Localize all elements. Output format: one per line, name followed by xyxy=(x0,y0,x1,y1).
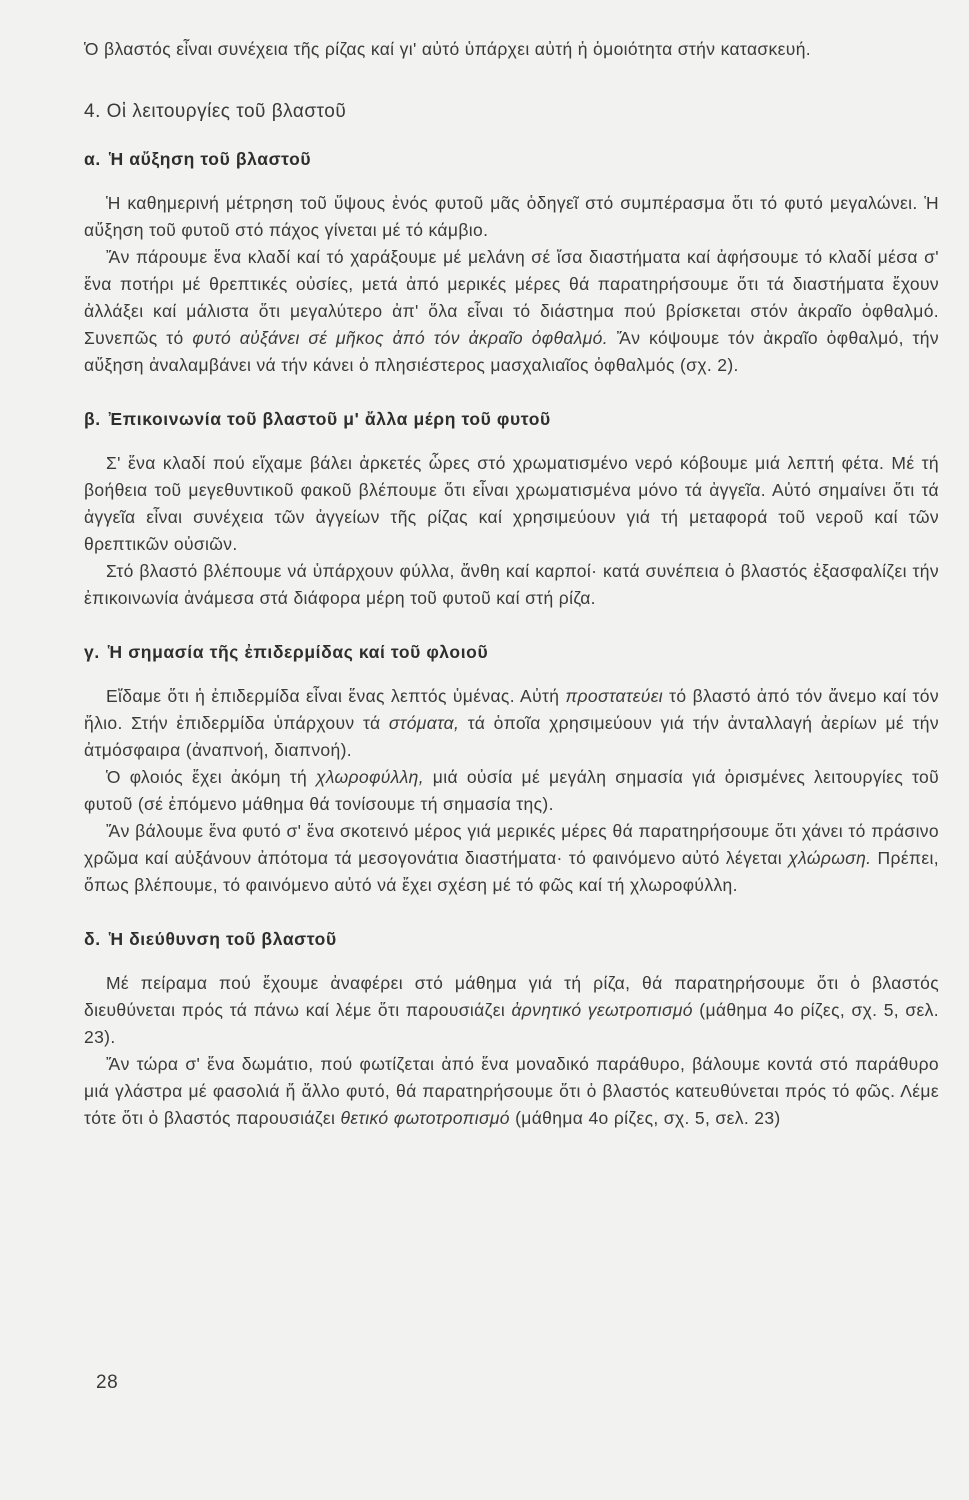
text-run: Ἄν κόψουμε τόν ἀκραῖο ὀφθαλμό, τήν αὔξηση ἀναλαμβάνει νά τήν κάνει ὁ πλησιέστερος μασχαλιαῖος ὀφθαλμός (σχ. 2). xyxy=(84,328,939,375)
text-run: τό βλαστό ἀπό τόν ἄνεμο καί τόν ἥλιο. Στήν ἐπιδερμίδα ὑπάρχουν τά xyxy=(84,686,939,733)
section-title: Ἡ διεύθυνση τοῦ βλαστοῦ xyxy=(108,929,337,949)
text-run: Ἄν βάλουμε ἕνα φυτό σ' ἕνα σκοτεινό μέρος γιά μερικές μέρες θά παρατηρήσουμε ὅτι χάνει τό πράσινο χρῶμα καί αὐξάνουν ἀπότομα τά μεσογονάτια διαστήματα· τό φαινόμενο αὐτό λέγεται xyxy=(84,821,939,868)
section-heading xyxy=(84,929,939,950)
paragraph xyxy=(84,244,939,379)
text-run: Ὁ φλοιός ἔχει ἀκόμη τή xyxy=(106,767,316,787)
text-run: Εἴδαμε ὅτι ἡ ἐπιδερμίδα εἶναι ἕνας λεπτός ὑμένας. Αὐτή xyxy=(106,686,566,706)
section-letter: α. xyxy=(84,149,101,169)
section-epidermis xyxy=(84,642,939,899)
emphasis-text: θετικό φωτοτροπισμό xyxy=(340,1108,510,1128)
intro-paragraph: Ὁ βλαστός εἶναι συνέχεια τῆς ρίζας καί γι' αὐτό ὑπάρχει αὐτή ἡ ὁμοιότητα στήν κατασκευή. xyxy=(84,39,812,59)
section-title: Ἡ αὔξηση τοῦ βλαστοῦ xyxy=(108,149,312,169)
section-letter: β. xyxy=(84,409,101,429)
section-heading xyxy=(84,409,939,430)
paragraph xyxy=(84,683,939,764)
text-run: (μάθημα 4ο ρίζες, σχ. 5, σελ. 23) xyxy=(509,1108,781,1128)
emphasis-text: προστατεύει xyxy=(565,686,664,706)
section-heading xyxy=(84,642,939,663)
text-run: Μέ πείραμα πού ἔχουμε ἀναφέρει στό μάθημα γιά τή ρίζα, θά παρατηρήσουμε ὅτι ὁ βλαστός διευθύνεται πρός τά πάνω καί λέμε ὅτι παρουσιάζει xyxy=(84,973,939,1020)
section-growth xyxy=(84,149,939,379)
paragraph xyxy=(84,970,939,1051)
emphasis-text: ἀρνητικό γεωτροπισμό xyxy=(511,1000,693,1020)
paragraph xyxy=(84,764,939,818)
chapter-heading: 4. Οἱ λειτουργίες τοῦ βλαστοῦ xyxy=(84,101,347,122)
paragraph: Σ' ἕνα κλαδί πού εἴχαμε βάλει ἀρκετές ὧρες στό χρωματισμένο νερό κόβουμε μιά λεπτή φέτα. Μέ τή βοήθεια τοῦ μεγεθυντικοῦ φακοῦ βλέπουμε ὅτι εἶναι χρωματισμένα μόνο τά ἀγγεῖα. Αὐτό σημαίνει ὅτι τά ἀγγεῖα εἶναι συνέχεια τῶν ἀγγείων τῆς ρίζας καί χρησιμεύουν γιά τή μεταφορά τοῦ νεροῦ καί τῶν θρεπτικῶν οὐσιῶν. xyxy=(84,453,939,554)
paragraph: Στό βλαστό βλέπουμε νά ὑπάρχουν φύλλα, ἄνθη καί καρποί· κατά συνέπεια ὁ βλαστός ἐξασφαλίζει τήν ἐπικοινωνία ἀνάμεσα στά διάφορα μέρη τοῦ φυτοῦ καί στή ρίζα. xyxy=(84,561,939,608)
paragraph xyxy=(84,818,939,899)
text-run: (μάθημα 4ο ρίζες, σχ. 5, σελ. 23). xyxy=(84,1000,939,1047)
paragraph: Ἡ καθημερινή μέτρηση τοῦ ὕψους ἑνός φυτοῦ μᾶς ὁδηγεῖ στό συμπέρασμα ὅτι τό φυτό μεγαλώνει. Ἡ αὔξηση τοῦ φυτοῦ στό πάχος γίνεται μέ τό κάμβιο. xyxy=(84,193,939,240)
paragraph xyxy=(84,1051,939,1132)
emphasis-text: χλώρωση. xyxy=(788,848,872,868)
section-letter: γ. xyxy=(84,642,100,662)
emphasis-text: φυτό αὐξάνει σέ μῆκος ἀπό τόν ἀκραῖο ὀφθαλμό. xyxy=(192,328,608,348)
section-direction xyxy=(84,929,939,1132)
section-heading xyxy=(84,149,939,170)
section-letter: δ. xyxy=(84,929,101,949)
page-number: 28 xyxy=(96,1372,119,1393)
text-run: Ἄν τώρα σ' ἕνα δωμάτιο, πού φωτίζεται ἀπό ἕνα μοναδικό παράθυρο, βάλουμε κοντά στό παράθυρο μιά γλάστρα μέ φασολιά ἤ ἄλλο φυτό, θά παρατηρήσουμε ὅτι ὁ βλαστός κατευθύνεται πρός τό φῶς. Λέμε τότε ὅτι ὁ βλαστός παρουσιάζει xyxy=(84,1054,939,1128)
section-title: Ἡ σημασία τῆς ἐπιδερμίδας καί τοῦ φλοιοῦ xyxy=(107,642,489,662)
emphasis-text: στόματα, xyxy=(388,713,460,733)
emphasis-text: χλωροφύλλη, xyxy=(315,767,424,787)
text-run: μιά οὐσία μέ μεγάλη σημασία γιά ὁρισμένες λειτουργίες τοῦ φυτοῦ (σέ ἑπόμενο μάθημα θά τονίσουμε τή σημασία της). xyxy=(84,767,939,814)
text-run: Ἄν πάρουμε ἕνα κλαδί καί τό χαράξουμε μέ μελάνη σέ ἴσα διαστήματα καί ἀφήσουμε τό κλαδί μέσα σ' ἕνα ποτήρι μέ θρεπτικές οὐσίες, μετά ἀπό μερικές μέρες θά παρατηρήσουμε ὅτι τά διαστήματα ἔχουν ἀλλάξει καί μάλιστα ὅτι μεγαλύτερο ἀπ' ὅλα εἶναι τό διάστημα πού βρίσκεται στόν ἀκραῖο ὀφθαλμό. Συνεπῶς τό xyxy=(84,247,939,348)
section-communication xyxy=(84,409,939,612)
text-run: Πρέπει, ὅπως βλέπουμε, τό φαινόμενο αὐτό νά ἔχει σχέση μέ τό φῶς καί τή χλωροφύλλη. xyxy=(84,848,939,895)
text-run: τά ὁποῖα χρησιμεύουν γιά τήν ἀνταλλαγή ἀερίων μέ τήν ἀτμόσφαιρα (ἀναπνοή, διαπνοή). xyxy=(84,713,939,760)
section-title: Ἐπικοινωνία τοῦ βλαστοῦ μ' ἄλλα μέρη τοῦ φυτοῦ xyxy=(108,409,551,429)
